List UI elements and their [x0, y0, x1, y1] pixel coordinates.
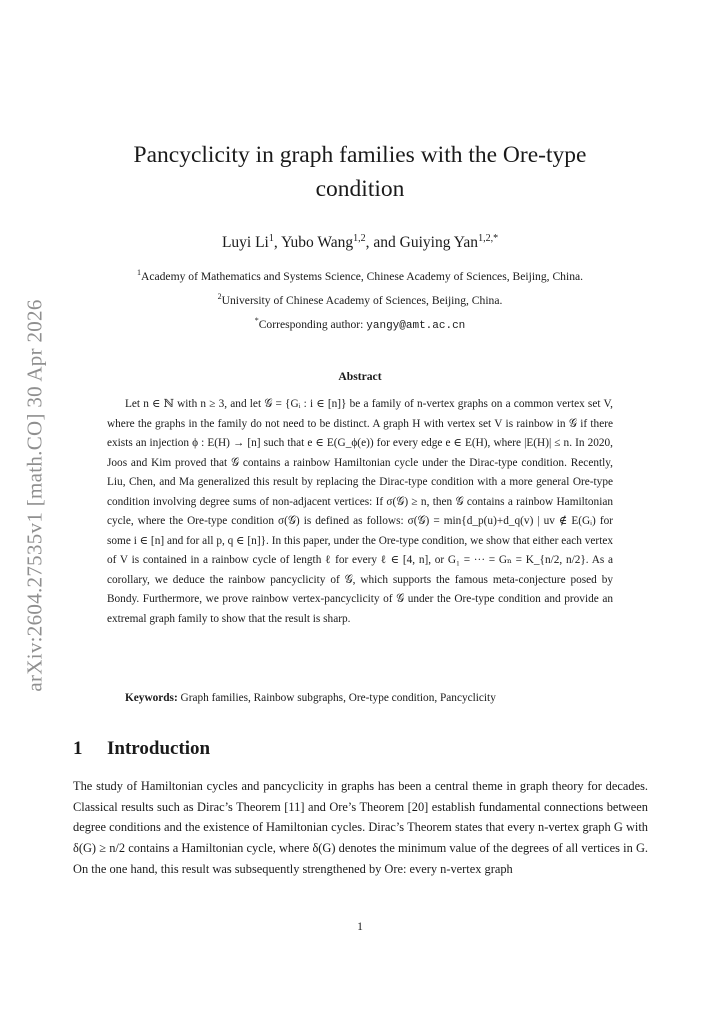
author-affil-mark: 1,2,* [478, 233, 499, 244]
affil-mark: * [254, 315, 259, 325]
affiliations [70, 263, 650, 336]
page-number: 1 [357, 920, 363, 933]
affil-mark: 2 [217, 291, 222, 301]
author-name: Luyi Li [221, 234, 269, 252]
affiliation-1 [70, 263, 650, 287]
author-affil-mark: 1 [268, 233, 274, 244]
section-number: 1 [73, 738, 83, 759]
keywords-list: Graph families, Rainbow subgraphs, Ore-type condition, Pancyclicity [180, 692, 496, 704]
section-heading [73, 736, 653, 762]
affiliation-2 [70, 287, 650, 311]
corresponding-author [70, 311, 650, 336]
section-title: Introduction [107, 738, 211, 759]
author-separator: , and [365, 234, 400, 252]
abstract-heading: Abstract [338, 370, 382, 383]
affil-text: Academy of Mathematics and Systems Science, Chinese Academy of Sciences, Beijing, China. [140, 269, 584, 283]
author-affil-mark: 1,2 [353, 233, 366, 244]
author-name: Yubo Wang [281, 234, 354, 252]
author-separator: , [273, 234, 282, 252]
author-list [90, 228, 630, 254]
arxiv-id: arXiv:2604.27535v1 [math.CO] 30 Apr 2026 [22, 298, 47, 692]
affil-mark: 1 [136, 268, 141, 277]
arxiv-watermark [18, 285, 52, 705]
affil-text: University of Chinese Academy of Sciences, Beijing, China. [221, 293, 503, 307]
corr-label: Corresponding author: [258, 317, 367, 331]
intro-paragraph: The study of Hamiltonian cycles and pancyclicity in graphs has been a central theme in graph theory for decades. Classical results such as Dirac’s Theorem [11] and Ore’s Theorem [20] establish fundamental connections between degree conditions and the existence of Hamiltonian cycles. Dirac’s Theorem states that every n-vertex graph G with δ(G) ≥ n/2 contains a Hamiltonian cycle, where δ(G) denotes the minimum value of the degrees of all vertices in G. On the one hand, this result was subsequently strengthened by Ore: every n-vertex graph [73, 779, 648, 876]
keywords [107, 689, 613, 709]
abstract-text: Let n ∈ ℕ with n ≥ 3, and let 𝒢 = {Gᵢ : i ∈ [n]} be a family of n-vertex graphs on a common vertex set V, where the graphs in the family do not need to be distinct. A graph H with vertex set V is rainbow in 𝒢 if there exists an injection ϕ : E(H) → [n] such that e ∈ E(G_ϕ(e)) for every edge e ∈ E(H), where |E(H)| ≤ n. In 2020, Joos and Kim proved that 𝒢 contains a rainbow Hamiltonian cycle under the Dirac-type condition. Recently, Liu, Chen, and Ma generalized this result by replacing the Dirac-type condition with a more general Ore-type condition involving degree sums of non-adjacent vertices: If σ(𝒢) ≥ n, then 𝒢 contains a rainbow Hamiltonian cycle, where the Ore-type condition σ(𝒢) is defined as follows: σ(𝒢) = min{d_p(u)+d_q(v) | uv ∉ E(Gᵢ) for some i ∈ [n] and for all p, q ∈ [n]}. In this paper, under the Ore-type condition, we show that either each vertex of V is contained in a rainbow cycle of length ℓ for every ℓ ∈ [4, n], or G₁ = ··· = Gₙ = K_{n/2, n/2}. As a corollary, we deduce the rainbow pancyclicity of 𝒢, which supports the famous meta-conjecture posed by Bondy. Furthermore, we prove rainbow vertex-pancyclicity of 𝒢 under the Ore-type condition and provide an extremal graph family to show that the result is sharp. [107, 398, 613, 625]
corr-email: yangy@amt.ac.cn [366, 319, 466, 332]
author-name: Guiying Yan [399, 234, 479, 252]
paper-title: Pancyclicity in graph families with the Ore-type condition [133, 142, 587, 202]
keywords-label: Keywords: [125, 692, 178, 704]
